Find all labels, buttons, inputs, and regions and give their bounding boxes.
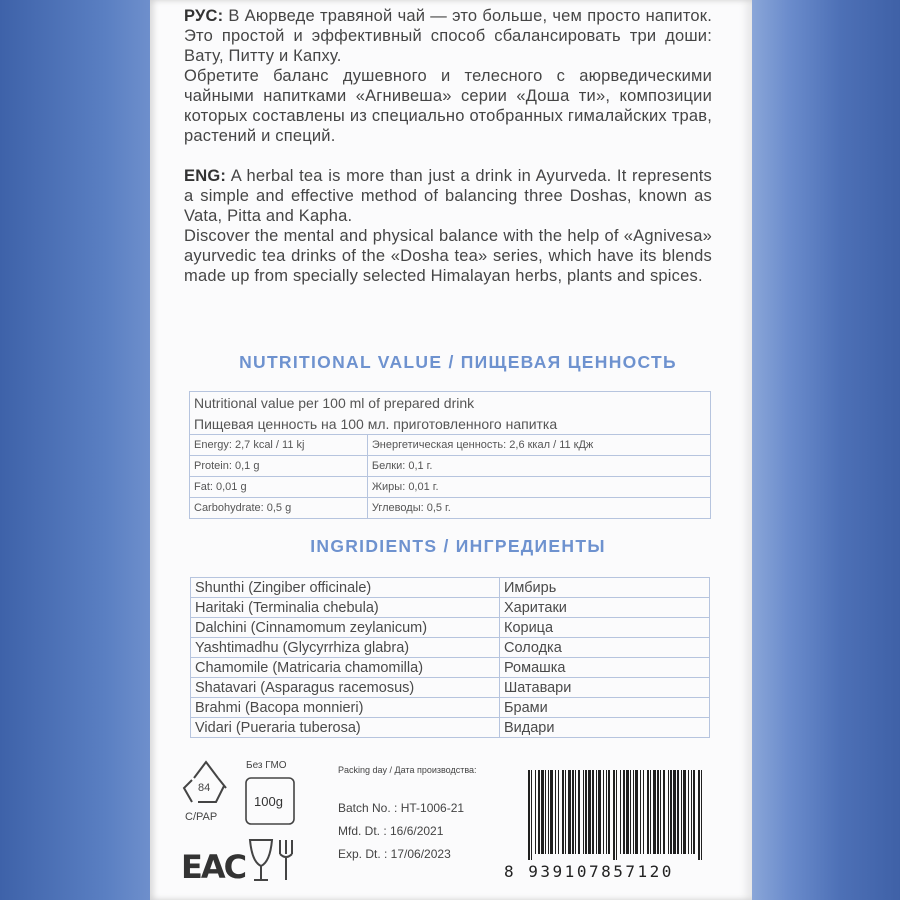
barcode-bar [630,770,631,854]
batch-info [338,765,477,870]
ingredient-en: Yashtimadhu (Glycyrrhiza glabra) [191,638,500,658]
nutrition-row [190,456,711,477]
barcode-bar [683,770,686,854]
barcode-bar [633,770,634,854]
gmo-label: Без ГМО [246,760,287,771]
barcode-bar [550,770,553,854]
barcode-bar [653,770,656,854]
barcode-bar [583,770,584,854]
barcode-bar [673,770,676,854]
weight-badge [246,778,294,824]
ingredients-heading: INGRIDIENTS / ИНГРЕДИЕНТЫ [310,536,606,556]
nutrition-heading: NUTRITIONAL VALUE / ПИЩЕВАЯ ЦЕННОСТЬ [239,352,677,372]
recycle-material: C/PAP [185,811,218,823]
nutrition-intro-en-row [190,392,711,414]
barcode-bar [677,770,679,854]
barcode-left-group: 939107 [528,862,602,881]
ingredients-table [190,577,710,738]
barcode-bar [588,770,591,854]
ingredient-row [191,698,710,718]
packing-day-label: Packing day / Дата производства: [338,765,477,775]
eng-label: ENG: [184,167,227,185]
exp-date: Exp. Dt. : 17/06/2023 [338,847,451,861]
rus-text-1: В Аюрведе травяной чай — это больше, чем просто напиток. Это простой и эффективный способ сбалансировать три доши: Вату, Питту и Капху. [184,7,712,65]
barcode-bar [681,770,682,854]
eng-paragraph-1 [184,166,712,226]
ingredient-en: Shatavari (Asparagus racemosus) [191,678,500,698]
barcode-bar [585,770,587,854]
ingredient-en: Chamomile (Matricaria chamomilla) [191,658,500,678]
barcode-bar [603,770,604,854]
nutrition-cell-ru: Углеводы: 0,5 г. [367,498,710,519]
barcode-first-digit: 8 [504,862,517,881]
nutrition-intro-ru: Пищевая ценность на 100 мл. приготовленного напитка [190,413,711,435]
barcode [504,770,714,890]
package-content [184,6,713,736]
barcode-bar [562,770,564,854]
barcode-number [504,862,714,881]
barcode-bar [541,770,544,854]
barcode-bar [578,770,580,854]
barcode-bar [635,770,638,854]
barcode-bar [693,770,695,854]
barcode-bar [647,770,649,854]
ingredient-row [191,638,710,658]
ingredient-row [191,598,710,618]
recycle-code: 84 [198,782,211,794]
nutrition-intro-ru-row [190,413,711,435]
barcode-bar [620,770,621,854]
ingredient-row [191,718,710,738]
ingredient-ru: Шатавари [500,678,710,698]
eac-mark: ЕАС [181,848,246,886]
ingredient-en: Dalchini (Cinnamomum zeylanicum) [191,618,500,638]
barcode-bar [623,770,625,854]
rus-paragraph-1 [184,6,712,66]
barcode-bar [670,770,672,854]
ingredient-row [191,578,710,598]
package-panel [150,0,752,900]
ingredient-ru: Брами [500,698,710,718]
certification-marks [180,758,310,888]
nutrition-cell-ru: Энергетическая ценность: 2,6 ккал / 11 кДж [367,435,710,456]
barcode-bar [606,770,607,854]
ingredient-en: Brahmi (Bacopa monnieri) [191,698,500,718]
ingredient-ru: Солодка [500,638,710,658]
barcode-bar [531,770,532,860]
ingredient-ru: Видари [500,718,710,738]
ingredient-en: Vidari (Pueraria tuberosa) [191,718,500,738]
nutrition-cell-ru: Белки: 0,1 г. [367,456,710,477]
barcode-bar [616,770,617,860]
food-safe-icon [250,840,292,880]
barcode-bar [535,770,536,854]
ingredient-ru: Харитаки [500,598,710,618]
barcode-bar [565,770,566,854]
barcode-bar [650,770,651,854]
nutrition-cell-en: Fat: 0,01 g [190,477,368,498]
barcode-bar [548,770,549,854]
ingredient-en: Shunthi (Zingiber officinale) [191,578,500,598]
nutrition-cell-en: Protein: 0,1 g [190,456,368,477]
ingredient-row [191,618,710,638]
nutrition-cell-ru: Жиры: 0,01 г. [367,477,710,498]
barcode-bar [596,770,597,854]
box-side-right [752,0,900,900]
ingredient-ru: Ромашка [500,658,710,678]
barcode-bar [568,770,571,854]
eng-paragraph-2: Discover the mental and physical balance with the help of «Agnivesa» ayurvedic tea drinks of the «Dosha tea» series, which have its blends made up from specially selected Himalayan herbs, plants and spices. [184,227,712,285]
barcode-bar [613,770,615,860]
nutrition-row [190,498,711,519]
barcode-bar [657,770,659,854]
mfd-date: Mfd. Dt. : 16/6/2021 [338,824,444,838]
barcode-bar [572,770,574,854]
barcode-bar [691,770,692,854]
barcode-bar [643,770,644,854]
barcode-bar [688,770,689,854]
nutrition-row [190,477,711,498]
rus-label: РУС: [184,7,224,25]
ingredient-row [191,678,710,698]
nutrition-cell-en: Carbohydrate: 0,5 g [190,498,368,519]
barcode-bar [668,770,669,854]
barcode-bar [608,770,610,854]
ingredient-ru: Корица [500,618,710,638]
barcode-bar [660,770,661,854]
barcode-bar [663,770,665,854]
weight-label: 100g [254,794,283,809]
barcode-bar [640,770,641,854]
ingredient-ru: Имбирь [500,578,710,598]
nutrition-table [189,391,711,519]
barcode-bar [592,770,594,854]
barcode-bar [545,770,546,854]
rus-paragraph-2: Обретите баланс душевного и телесного с аюрведическими чайными напитками «Агнивеша» серии «Доша ти», композиции которых составлены из специально отобранных гималайских трав, растений и специй. [184,67,712,145]
ingredient-en: Haritaki (Terminalia chebula) [191,598,500,618]
barcode-bar [701,770,702,860]
barcode-bar [555,770,556,854]
barcode-bar [538,770,540,854]
nutrition-row [190,435,711,456]
ingredient-row [191,658,710,678]
barcode-bar [698,770,700,860]
nutrition-cell-en: Energy: 2,7 kcal / 11 kj [190,435,368,456]
barcode-right-group: 857120 [601,862,674,881]
nutrition-intro-en: Nutritional value per 100 ml of prepared drink [190,392,711,414]
box-side-left [0,0,150,900]
batch-number: Batch No. : HT-1006-21 [338,801,465,815]
barcode-bar [626,770,629,854]
eng-text-1: A herbal tea is more than just a drink in Ayurveda. It represents a simple and effective method of balancing three Doshas, known as Vata, Pitta and Kapha. [184,167,713,225]
barcode-bar [575,770,576,854]
barcode-bar [598,770,601,854]
barcode-bar [528,770,530,860]
barcode-bars [514,770,709,860]
barcode-bar [558,770,559,854]
